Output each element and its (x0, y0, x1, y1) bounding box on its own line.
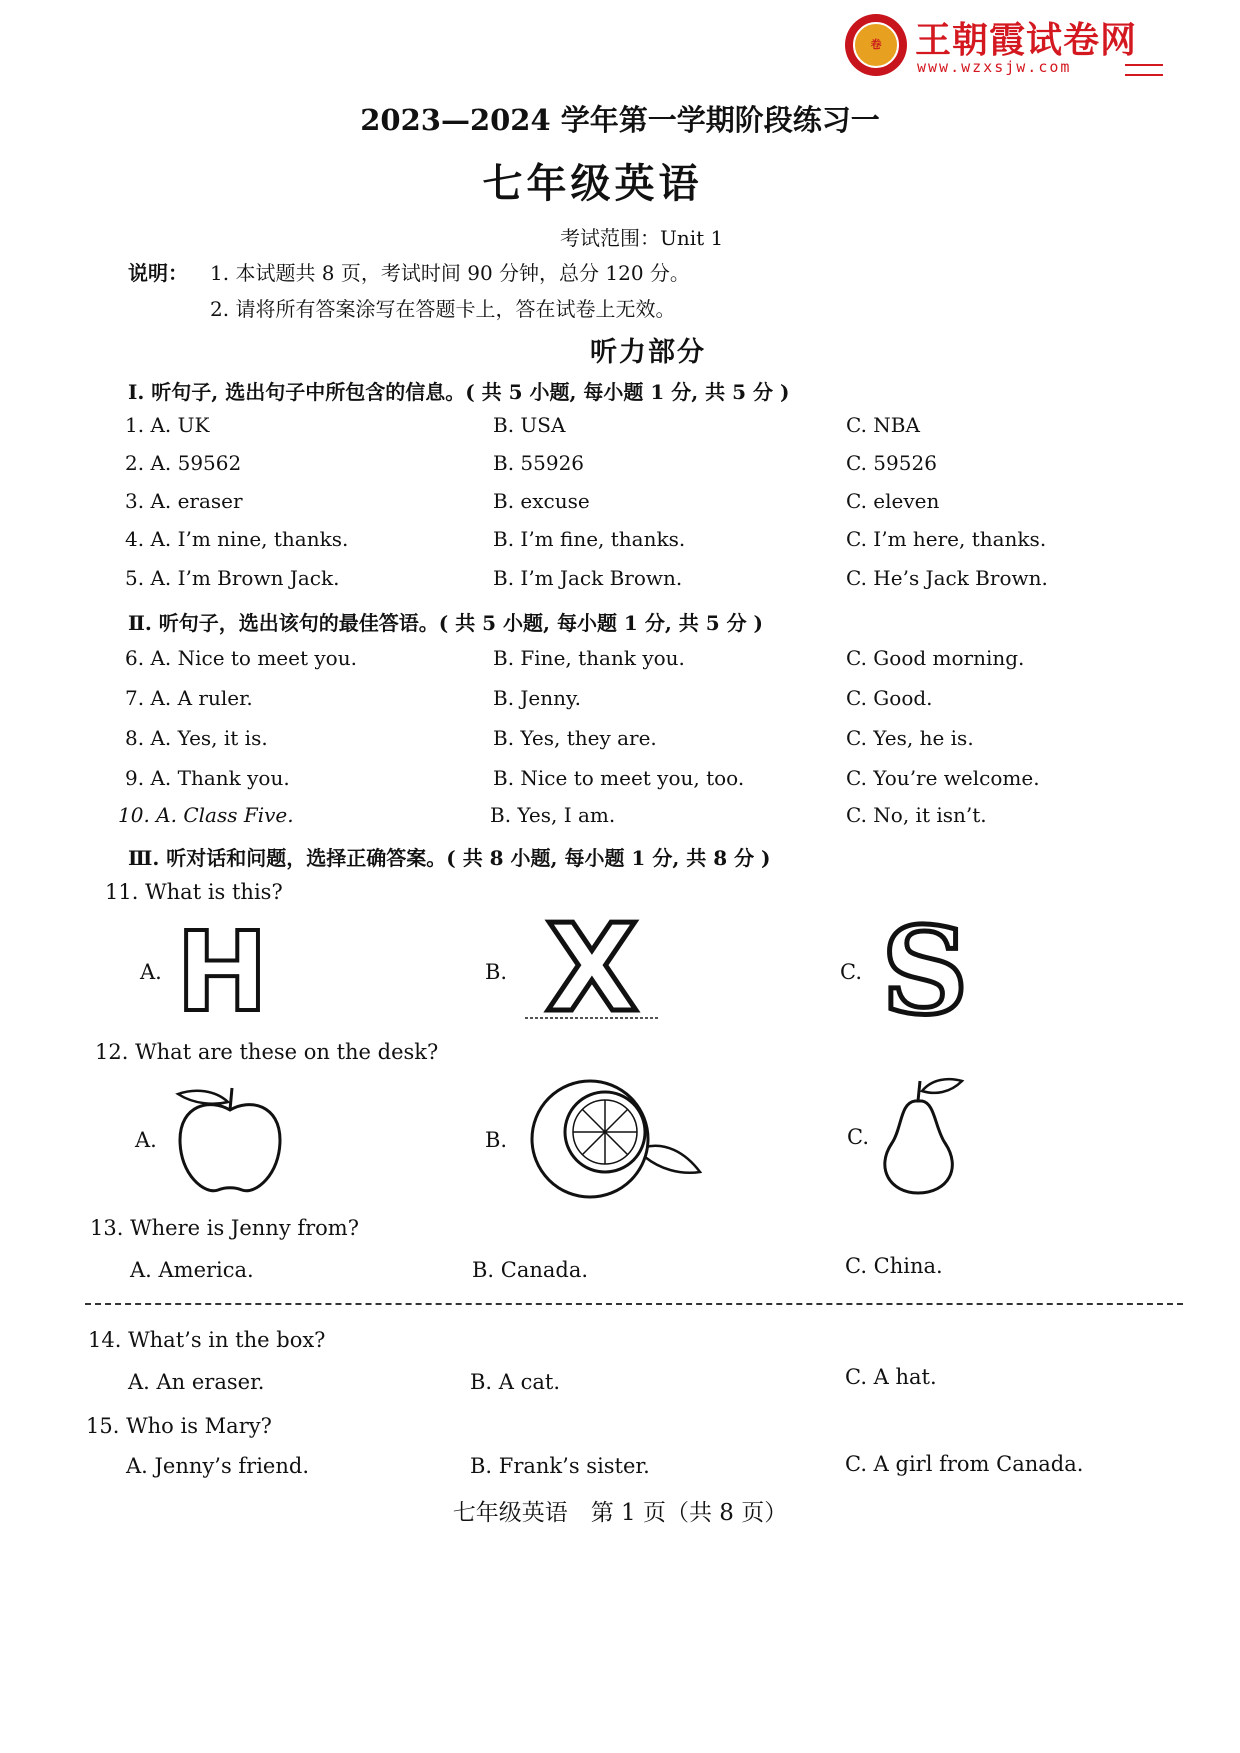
exam-subject: 七年级英语 (482, 160, 703, 207)
q11-label-b: B. (485, 960, 508, 984)
q2-option-c: C. 59526 (846, 451, 937, 475)
q15-option-b: B. Frank’s sister. (470, 1454, 650, 1478)
q8-option-c: C. Yes, he is. (846, 726, 974, 750)
q15-option-c: C. A girl from Canada. (845, 1452, 1084, 1476)
part3-heading: Ⅲ. 听对话和问题，选择正确答案。( 共 8 小题, 每小题 1 分, 共 8 分 ) (128, 846, 771, 870)
q6-option-a: 6. A. Nice to meet you. (125, 646, 357, 670)
q11-question: 11. What is this? (105, 880, 283, 904)
q11-label-a: A. (140, 960, 162, 984)
exam-scope: 考试范围：Unit 1 (560, 226, 724, 250)
q14-option-c: C. A hat. (845, 1365, 937, 1389)
q9-option-b: B. Nice to meet you, too. (493, 766, 745, 790)
seal-icon: 卷 (845, 14, 907, 76)
q7-option-a: 7. A. A ruler. (125, 686, 253, 710)
q12-label-c: C. (847, 1125, 869, 1149)
svg-text:H: H (175, 908, 269, 1036)
logo-decoration (1125, 64, 1163, 76)
exam-title: 2023—2024 学年第一学期阶段练习一 (360, 103, 880, 137)
q5-option-b: B. I’m Jack Brown. (493, 566, 683, 590)
q1-option-a: 1. A. UK (125, 413, 210, 437)
q3-option-b: B. excuse (493, 489, 590, 513)
q12-label-a: A. (135, 1128, 157, 1152)
q13-option-c: C. China. (845, 1254, 943, 1278)
pear-icon (870, 1073, 970, 1198)
q7-option-b: B. Jenny. (493, 686, 582, 710)
q6-option-b: B. Fine, thank you. (493, 646, 685, 670)
section-title: 听力部分 (590, 337, 706, 368)
q14-question: 14. What’s in the box? (88, 1328, 326, 1352)
orange-icon (515, 1077, 705, 1202)
q13-option-a: A. America. (130, 1258, 254, 1282)
q15-question: 15. Who is Mary? (86, 1414, 272, 1438)
svg-text:X: X (545, 900, 639, 1039)
q6-option-c: C. Good morning. (846, 646, 1025, 670)
q4-option-a: 4. A. I’m nine, thanks. (125, 527, 349, 551)
q1-option-c: C. NBA (846, 413, 920, 437)
q3-option-c: C. eleven (846, 489, 940, 513)
q9-option-c: C. You’re welcome. (846, 766, 1040, 790)
q9-option-a: 9. A. Thank you. (125, 766, 290, 790)
q12-question: 12. What are these on the desk? (95, 1040, 439, 1064)
q13-question: 13. Where is Jenny from? (90, 1216, 359, 1240)
part1-heading: Ⅰ. 听句子, 选出句子中所包含的信息。( 共 5 小题, 每小题 1 分, 共 5 分 ) (128, 380, 790, 404)
q10-option-a: 10. A. Class Five. (118, 803, 294, 827)
page-divider (85, 1303, 1183, 1305)
letter-s-icon (875, 901, 975, 1042)
letter-x-icon (520, 900, 665, 1039)
q3-option-a: 3. A. eraser (125, 489, 243, 513)
site-logo (845, 10, 1165, 78)
apple-icon (170, 1080, 290, 1200)
note-line-1: 1. 本试题共 8 页，考试时间 90 分钟，总分 120 分。 (210, 261, 690, 285)
part2-heading: Ⅱ. 听句子，选出该句的最佳答语。( 共 5 小题, 每小题 1 分, 共 5 分 ) (128, 611, 764, 635)
q5-option-c: C. He’s Jack Brown. (846, 566, 1048, 590)
letter-h-icon (175, 908, 269, 1036)
page-footer: 七年级英语 第 1 页（共 8 页） (452, 1500, 788, 1526)
q10-option-b: B. Yes, I am. (490, 803, 616, 827)
q15-option-a: A. Jenny’s friend. (126, 1454, 310, 1478)
svg-text:S: S (881, 901, 969, 1042)
q1-option-b: B. USA (493, 413, 566, 437)
note-label: 说明： (128, 261, 188, 285)
logo-url: www.wzxsjw.com (917, 58, 1072, 76)
q10-option-c: C. No, it isn’t. (846, 803, 987, 827)
q4-option-c: C. I’m here, thanks. (846, 527, 1047, 551)
q8-option-a: 8. A. Yes, it is. (125, 726, 268, 750)
note-line-2: 2. 请将所有答案涂写在答题卡上，答在试卷上无效。 (210, 297, 676, 321)
q8-option-b: B. Yes, they are. (493, 726, 657, 750)
q2-option-a: 2. A. 59562 (125, 451, 242, 475)
q4-option-b: B. I’m fine, thanks. (493, 527, 686, 551)
q2-option-b: B. 55926 (493, 451, 585, 475)
q5-option-a: 5. A. I’m Brown Jack. (125, 566, 340, 590)
q11-label-c: C. (840, 960, 862, 984)
q13-option-b: B. Canada. (472, 1258, 589, 1282)
logo-brand: 王朝霞试卷网 (915, 20, 1138, 61)
q12-label-b: B. (485, 1128, 508, 1152)
q14-option-a: A. An eraser. (128, 1370, 265, 1394)
q7-option-c: C. Good. (846, 686, 933, 710)
q14-option-b: B. A cat. (470, 1370, 561, 1394)
